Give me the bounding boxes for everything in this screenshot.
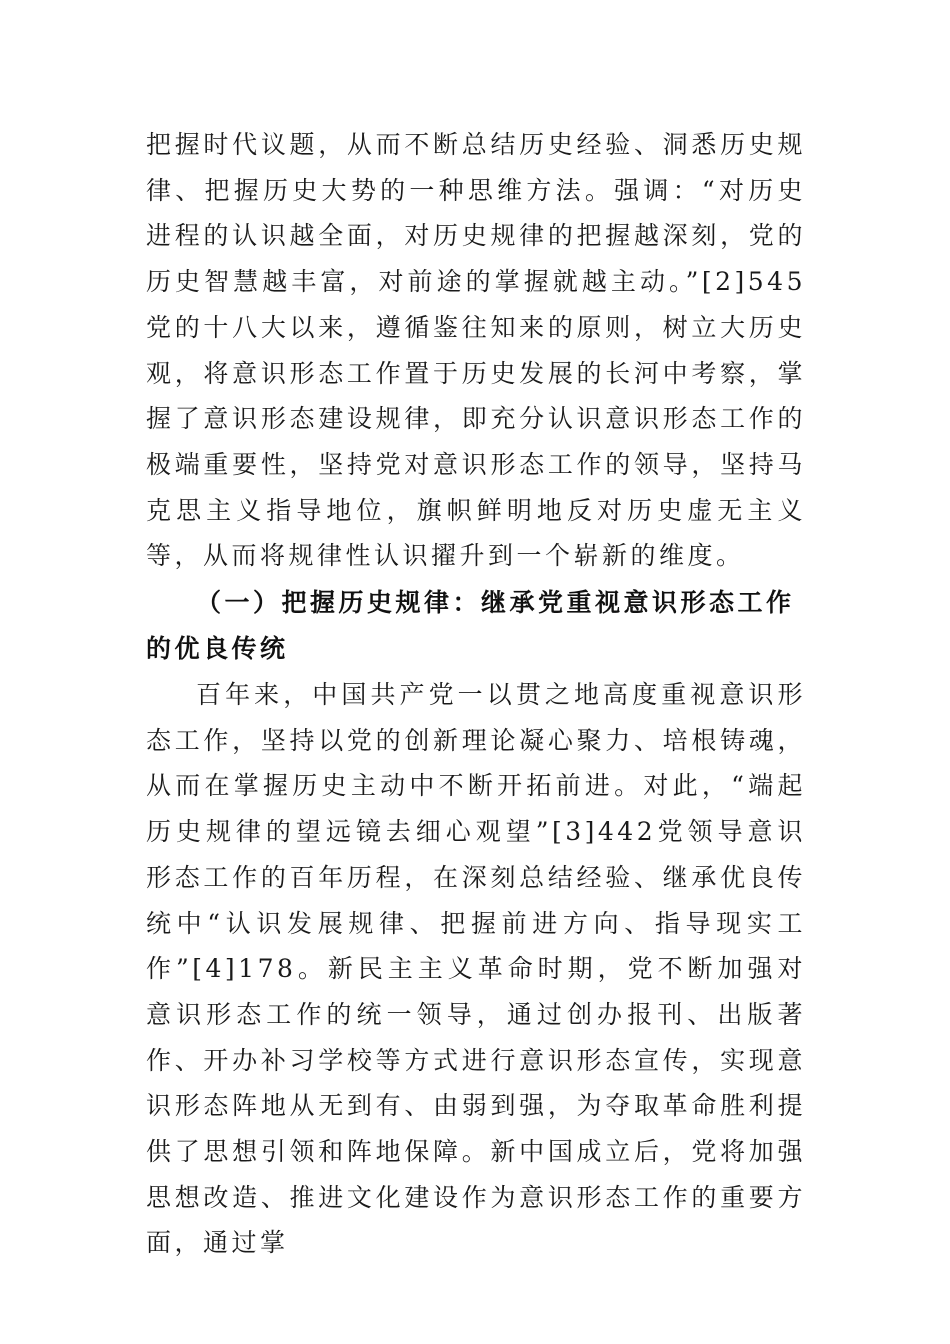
body-paragraph: 百年来，中国共产党一以贯之地高度重视意识形态工作，坚持以党的创新理论凝心聚力、培根铸魂，从而在掌握历史主动中不断开拓前进。对此，“端起历史规律的望远镜去细心观望”[3]442党领导意识形态工作的百年历程，在深刻总结经验、继承优良传统中“认识发展规律、把握前进方向、指导现实工作”[4]178。新民主主义革命时期，党不断加强对意识形态工作的统一领导，通过创办报刊、出版著作、开办补习学校等方式进行意识形态宣传，实现意识形态阵地从无到有、由弱到强，为夺取革命胜利提供了思想引领和阵地保障。新中国成立后，党将加强思想改造、推进文化建设作为意识形态工作的重要方面，通过掌 <box>146 680 806 1258</box>
section-heading: （一）把握历史规律：继承党重视意识形态工作的优良传统 <box>146 588 795 663</box>
body-paragraph-continued: 把握时代议题，从而不断总结历史经验、洞悉历史规律、把握历史大势的一种思维方法。强调：“对历史进程的认识越全面，对历史规律的把握越深刻，党的历史智慧越丰富，对前途的掌握就越主动。”[2]545党的十八大以来，遵循鉴往知来的原则，树立大历史观，将意识形态工作置于历史发展的长河中考察，掌握了意识形态建设规律，即充分认识意识形态工作的极端重要性，坚持党对意识形态工作的领导，坚持马克思主义指导地位，旗帜鲜明地反对历史虚无主义等，从而将规律性认识擢升到一个崭新的维度。 <box>146 130 806 571</box>
